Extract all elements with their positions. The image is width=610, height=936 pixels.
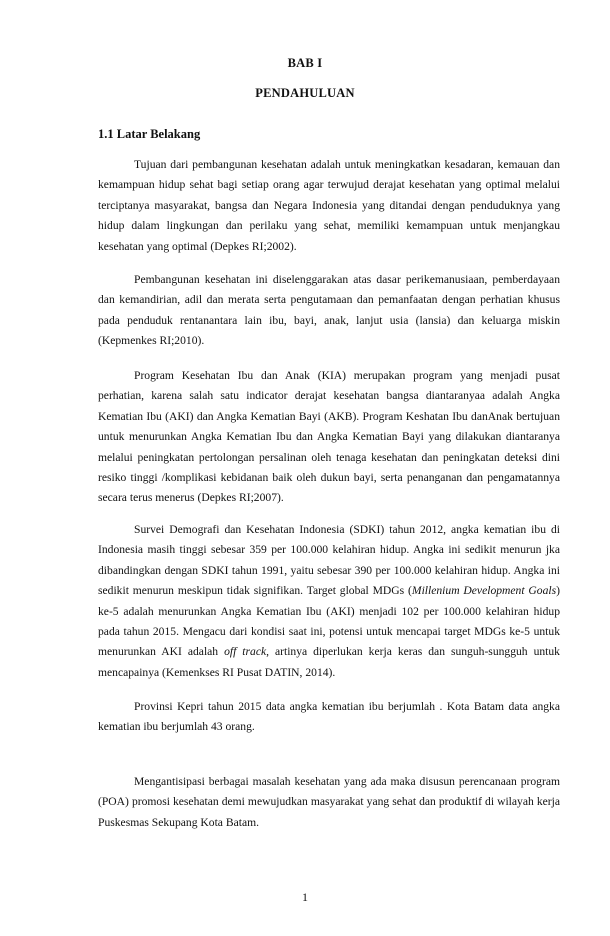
- paragraph-5: Provinsi Kepri tahun 2015 data angka kematian ibu berjumlah . Kota Batam data angka kematian ibu berjumlah 43 orang.: [98, 700, 560, 734]
- paragraph-4-italic-mdgs: Millenium Development Goals: [411, 584, 557, 598]
- page-number: 1: [302, 890, 308, 904]
- chapter-title: PENDAHULUAN: [255, 86, 355, 100]
- paragraph-4-part-b: ) ke-5 adalah menurunkan Angka Kematian Ibu (AKI) menjadi 102 per 100.000 kelahiran hidup pada tahun 2015. Mengacu dari kondisi saat ini, potensi untuk mencapai target MDGs ke-5 untuk menurunkan AKI adalah: [98, 584, 560, 659]
- chapter-label: BAB I: [287, 56, 323, 70]
- paragraph-3: Program Kesehatan Ibu dan Anak (KIA) merupakan program yang menjadi pusat perhatian, karena salah satu indicator derajat kesehatan bangsa diantaranyaa adalah Angka Kematian Ibu (AKI) dan Angka Kematian Bayi (AKB). Program Keshatan Ibu danAnak bertujuan untuk menurunkan Angka Kematian Ibu dan Angka Kematian Bayi yang dilakukan diantaranya melalui peningkatan pertolongan persalinan oleh tenaga kesehatan dan peningkatan deteksi dini resiko tinggi /komplikasi kebidanan baik oleh dukun bayi, serta penanganan dan pengamatannya secara terus menerus (Depkes RI;2007).: [98, 369, 560, 505]
- section-heading: 1.1 Latar Belakang: [98, 127, 201, 141]
- paragraph-4-italic-off-track: off track: [224, 645, 267, 659]
- paragraph-4-part-c: , artinya diperlukan kerja keras dan sunguh-sungguh untuk mencapainya (Kemenkses RI Pusat DATIN, 2014).: [98, 645, 560, 679]
- paragraph-6: Mengantisipasi berbagai masalah kesehatan yang ada maka disusun perencanaan program (POA) promosi kesehatan demi mewujudkan masyarakat yang sehat dan produktif di wilayah kerja Puskesmas Sekupang Kota Batam.: [98, 775, 560, 829]
- paragraph-4-part-a: Survei Demografi dan Kesehatan Indonesia (SDKI) tahun 2012, angka kematian ibu di Indonesia masih tinggi sebesar 359 per 100.000 kelahiran hidup. Angka ini sedikit menurun jka dibandingkan dengan SDKI tahun 1991, yaitu sebesar 390 per 100.000 kelahiran hidup. Angka ini sedikit menurun meskipun tidak signifikan. Target global MDGs (: [98, 523, 560, 598]
- paragraph-2: Pembangunan kesehatan ini diselenggarakan atas dasar perikemanusiaan, pemberdayaan dan kemandirian, adil dan merata serta pengutamaan dan pemanfaatan dengan perhatian khusus pada penduduk rentanantara lain ibu, bayi, anak, lanjut usia (lansia) dan keluarga miskin (Kepmenkes RI;2010).: [98, 273, 560, 348]
- paragraph-1: Tujuan dari pembangunan kesehatan adalah untuk meningkatkan kesadaran, kemauan dan kemampuan hidup sehat bagi setiap orang agar terwujud derajat kesehatan yang optimal melalui terciptanya masyarakat, bangsa dan Negara Indonesia yang ditandai dengan penduduknya yang hidup dalam lingkungan dan perilaku yang sehat, memiliki kemampuan untuk menjangkau kesehatan yang optimal (Depkes RI;2002).: [98, 158, 560, 253]
- paragraph-4: [98, 520, 560, 683]
